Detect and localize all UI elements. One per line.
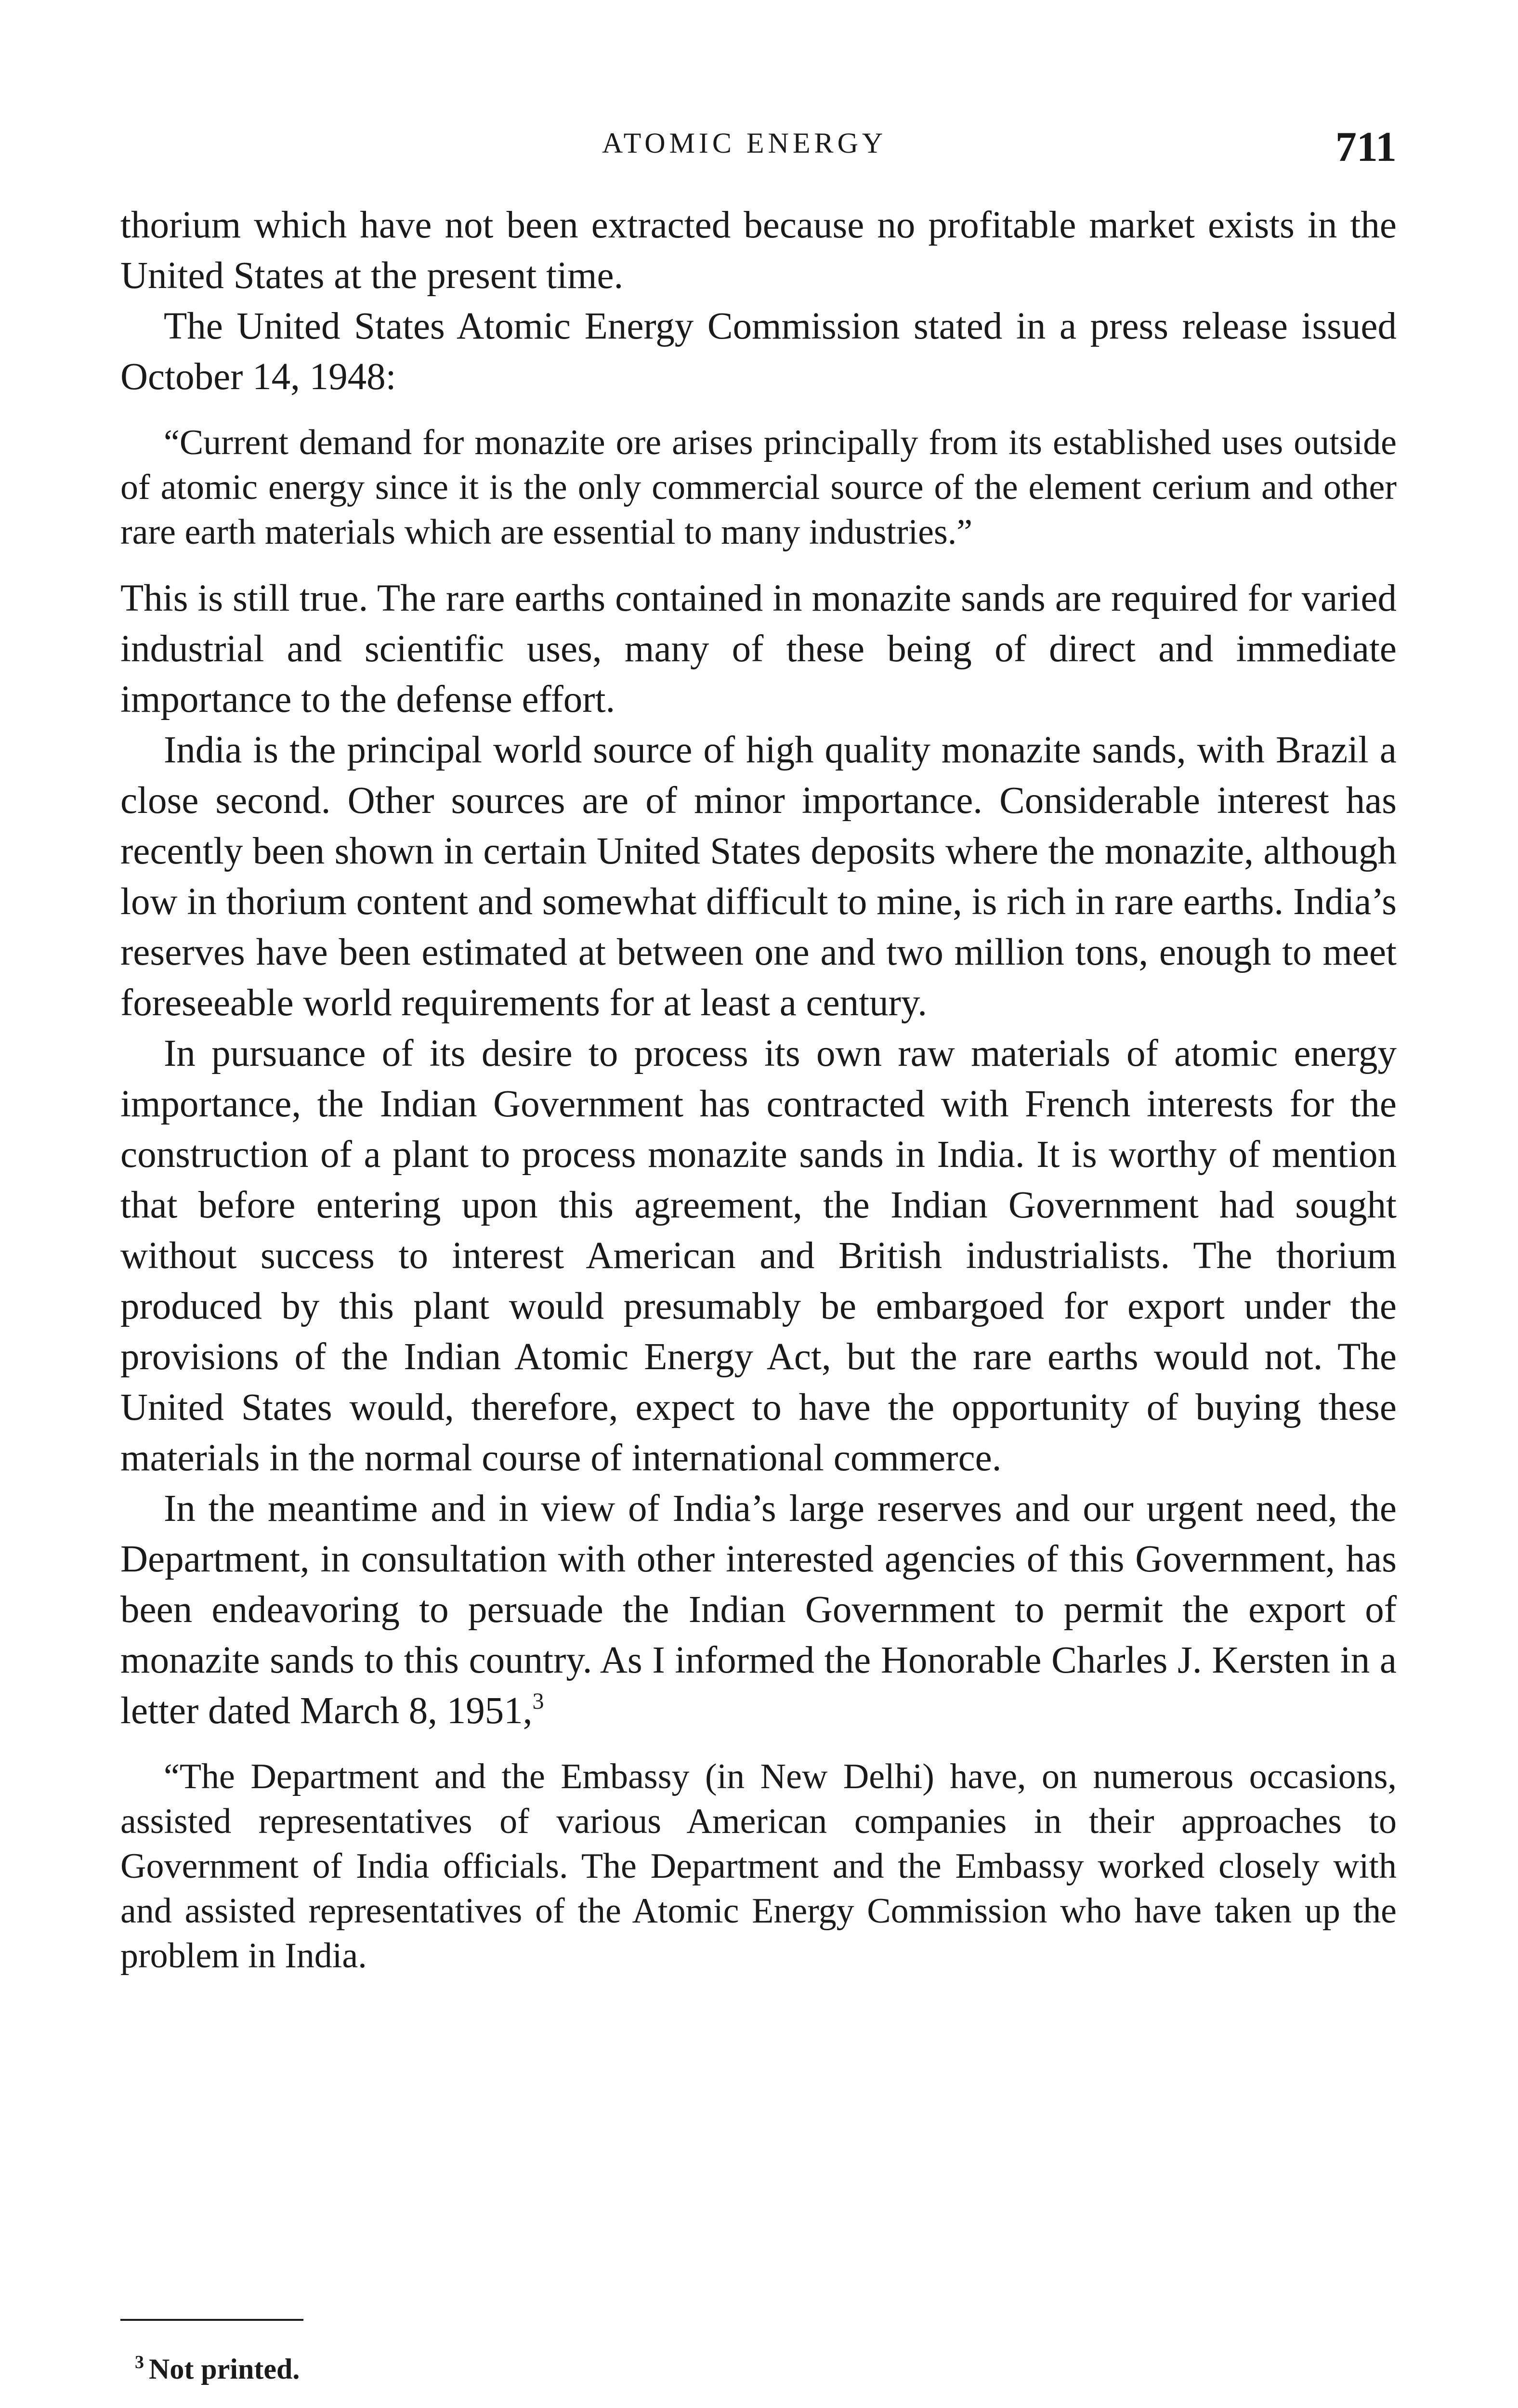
- block-quote-aec: “Current demand for monazite ore arises principally from its established uses outside of atomic energy since it is the only commercial source of the element cerium and other rare earth materials which are essential to many industries.”: [120, 423, 1397, 552]
- paragraph-meantime-text: In the meantime and in view of India’s large reserves and our urgent need, the Department, in consultation with other interested agencies of this Government, has been endeavoring to persuade the Indian Government to permit the export of monazite sands to this country. As I informed the Honorable Charles J. Kersten in a letter dated March 8, 1951,: [120, 1488, 1397, 1732]
- running-head: [120, 126, 1397, 179]
- footnote-divider: [120, 2319, 303, 2321]
- running-title: ATOMIC ENERGY: [602, 127, 887, 159]
- paragraph-press-release: The United States Atomic Energy Commission stated in a press release issued October 14, 1948:: [120, 305, 1397, 398]
- footnote-marker: 3: [135, 2352, 144, 2372]
- paragraph-meantime: [120, 1483, 1397, 1736]
- body-text: [120, 200, 1397, 1997]
- page-number: 711: [1335, 124, 1397, 170]
- block-quote-department: “The Department and the Embassy (in New Delhi) have, on numerous occasions, assisted representatives of various American companies in their approaches to Government of India officials. The Department and the Embassy worked closely with and assisted representatives of the Atomic Energy Commission who have taken up the problem in India.: [120, 1757, 1397, 1976]
- paragraph-continuation: thorium which have not been extracted because no profitable market exists in the United States at the present time.: [120, 204, 1397, 297]
- paragraph-still-true: This is still true. The rare earths contained in monazite sands are required for varied industrial and scientific uses, many of these being of direct and immediate importance to the defense effort.: [120, 577, 1397, 720]
- footnote-text: Not printed.: [149, 2353, 300, 2385]
- paragraph-india-source: India is the principal world source of high quality monazite sands, with Brazil a close second. Other sources are of minor importance. Considerable interest has recently been shown in certain United States deposits where the monazite, although low in thorium content and somewhat difficult to mine, is rich in rare earths. India’s reserves have been estimated at between one and two million tons, enough to meet foreseeable world requirements for at least a century.: [120, 729, 1397, 1024]
- footnote-reference: 3: [532, 1688, 544, 1714]
- paragraph-french-plant: In pursuance of its desire to process its own raw materials of atomic energy importance, the Indian Government has contracted with French interests for the construction of a plant to process monazite sands in India. It is worthy of mention that before entering upon this agreement, the Indian Government had sought without success to interest American and British industrialists. The thorium produced by this plant would presumably be embargoed for export under the provisions of the Indian Atomic Energy Act, but the rare earths would not. The United States would, therefore, expect to have the opportunity of buying these materials in the normal course of international commerce.: [120, 1033, 1397, 1479]
- footnote: [135, 2345, 300, 2386]
- document-page: [120, 0, 1397, 2408]
